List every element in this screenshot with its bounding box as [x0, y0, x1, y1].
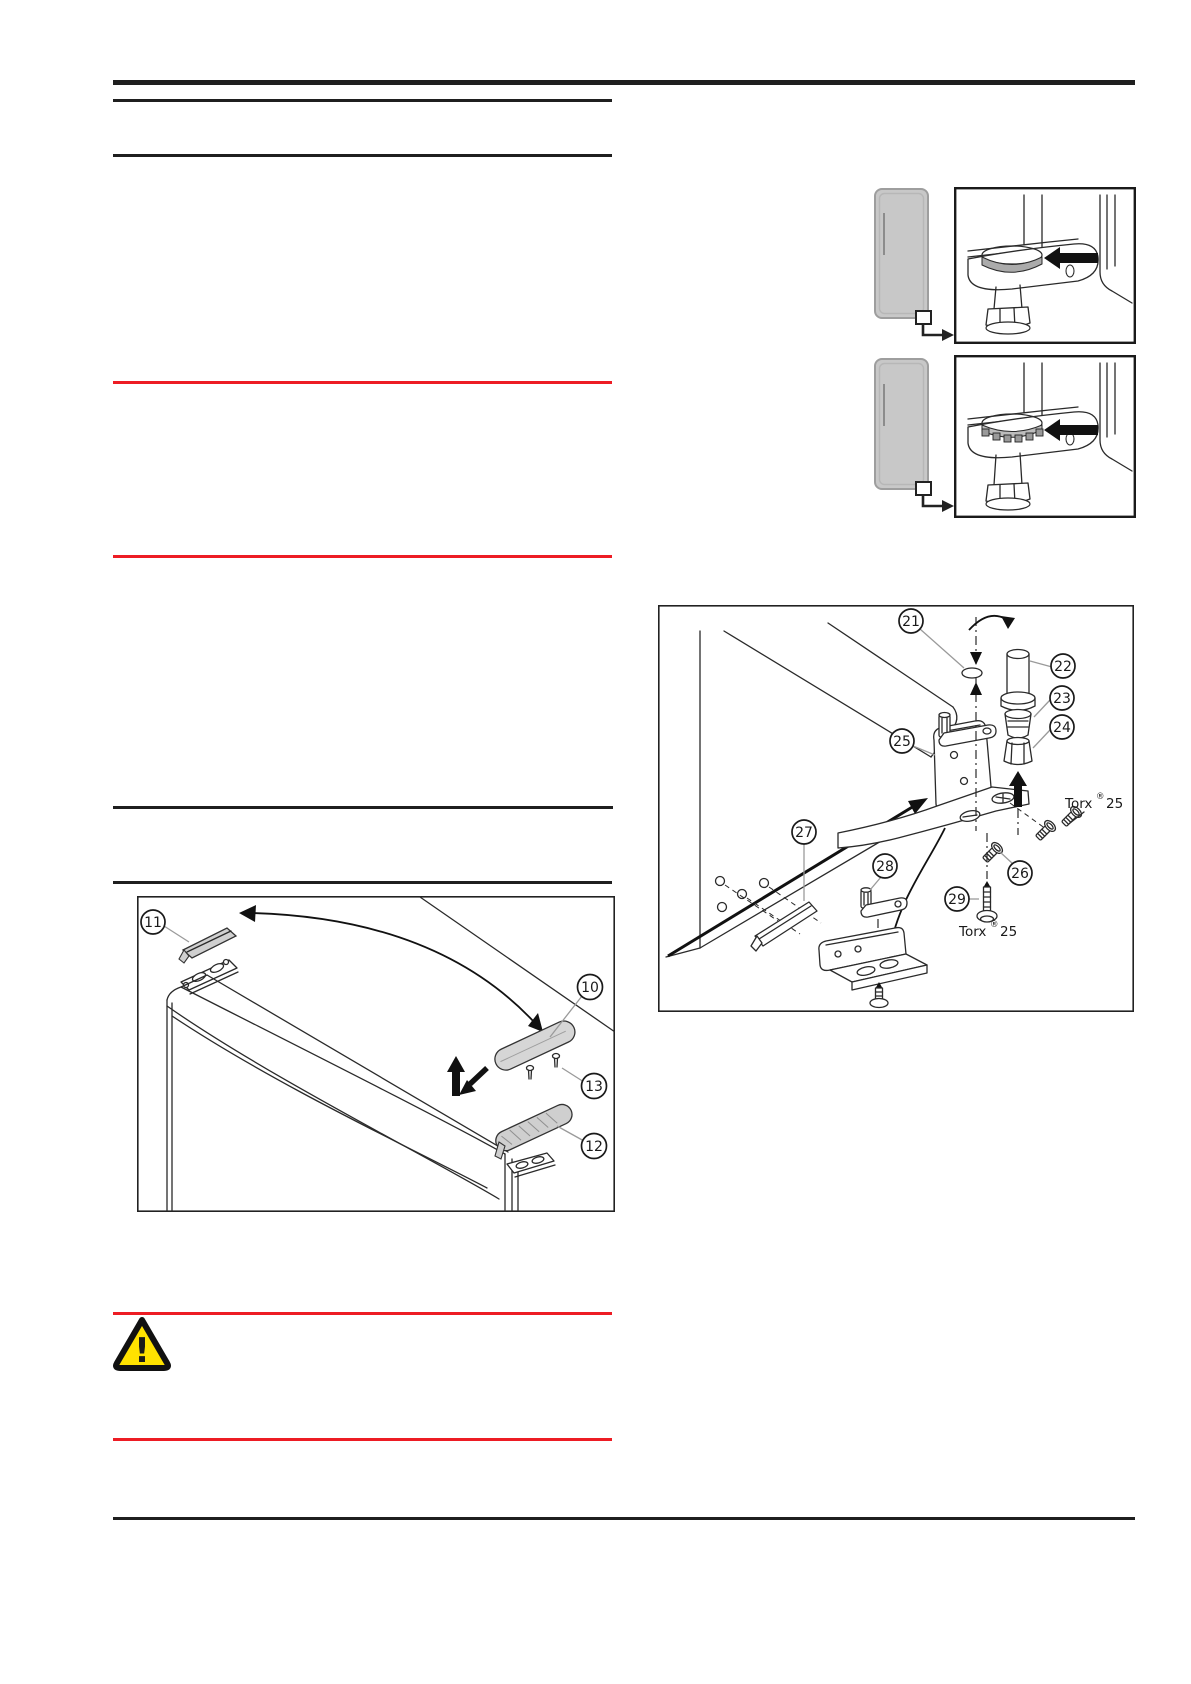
- rule-note-1-top: [113, 381, 612, 384]
- refrigerator-door-icon: [875, 189, 928, 318]
- callout-label: 12: [585, 1139, 603, 1155]
- torx-size: 25: [1106, 796, 1124, 812]
- callout-label: 29: [948, 892, 966, 908]
- torx-size: 25: [1000, 924, 1018, 940]
- rule-note-1-bottom: [113, 555, 612, 558]
- door-top-parts-figure: [137, 896, 615, 1212]
- rule-header-left: [113, 99, 612, 102]
- leveling-foot-figure-1: [954, 187, 1136, 344]
- callout-label: 28: [876, 859, 894, 875]
- callout-label: 10: [581, 980, 599, 996]
- callout-label: 27: [795, 825, 813, 841]
- rule-section-top: [113, 154, 612, 157]
- torx-word: Torx: [959, 924, 987, 940]
- callout-label: 22: [1054, 659, 1072, 675]
- rule-warning-bottom: [113, 1438, 612, 1441]
- detail-locator-square: [916, 482, 931, 495]
- callout-label: 26: [1011, 866, 1029, 882]
- callout-label: 13: [585, 1079, 603, 1095]
- rule-page-bottom: [113, 1517, 1135, 1520]
- callout-label: 25: [893, 734, 911, 750]
- refrigerator-door-icon: [875, 359, 928, 489]
- registered-mark: ®: [990, 920, 999, 930]
- rule-section-mid-2: [113, 881, 612, 884]
- door-locator-icon-1: [870, 185, 960, 350]
- leveling-foot-figure-2: [954, 355, 1136, 518]
- callout-label: 24: [1053, 720, 1071, 736]
- rule-warning-top: [113, 1312, 612, 1315]
- callout-label: 21: [902, 614, 920, 630]
- locator-arrow-icon: [923, 324, 954, 341]
- warning-triangle-icon: [110, 1314, 174, 1372]
- registered-mark: ®: [1096, 792, 1105, 802]
- locator-arrow-icon: [923, 495, 954, 512]
- callout-label: 11: [144, 915, 162, 931]
- warning-exclamation: !: [134, 1331, 150, 1371]
- callout-label: 23: [1053, 691, 1071, 707]
- door-locator-icon-2: [870, 355, 960, 521]
- torx-word: Torx: [1065, 796, 1093, 812]
- rule-section-mid-1: [113, 806, 613, 809]
- hinge-exploded-figure: [658, 605, 1134, 1012]
- detail-locator-square: [916, 311, 931, 324]
- rule-top-thick: [113, 80, 1135, 85]
